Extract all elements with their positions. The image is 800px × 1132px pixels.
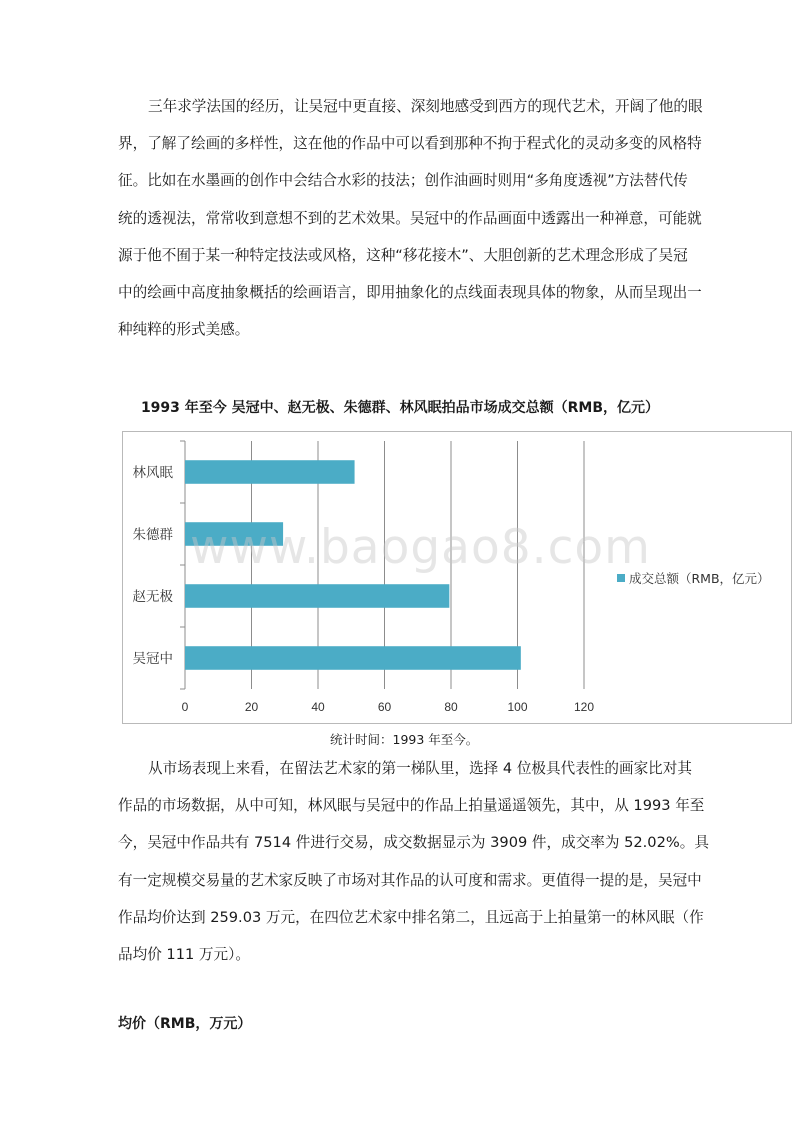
- chart-svg: [123, 432, 793, 725]
- paragraph-line: 今，吴冠中作品共有 7514 件进行交易，成交数据显示为 3909 件，成交率为 52.02%。具: [118, 834, 709, 852]
- paragraph-line: 界，了解了绘画的多样性，这在他的作品中可以看到那种不拘于程式化的灵动多变的风格特: [118, 135, 702, 153]
- legend-label: 成交总额（RMB，亿元）: [629, 571, 770, 586]
- x-tick-label: 120: [573, 700, 595, 714]
- bar: [185, 460, 355, 484]
- paragraph-line: 三年求学法国的经历，让吴冠中更直接、深刻地感受到西方的现代艺术，开阔了他的眼: [148, 98, 703, 115]
- category-label: 吴冠中: [132, 651, 173, 667]
- bar: [185, 584, 449, 608]
- paragraph-line: 有一定规模交易量的艺术家反映了市场对其作品的认可度和需求。更值得一提的是，吴冠中: [118, 871, 702, 889]
- paragraph-line: 征。比如在水墨画的创作中会结合水彩的技法；创作油画时则用“多角度透视”方法替代传: [118, 172, 688, 190]
- x-tick-label: 40: [311, 700, 325, 714]
- x-tick-label: 60: [377, 700, 392, 714]
- chart-caption: 统计时间：1993 年至今。: [330, 732, 479, 747]
- watermark: www.baogao8.com: [190, 520, 651, 575]
- category-label: 赵无极: [132, 589, 173, 605]
- paragraph-line: 作品的市场数据，从中可知，林风眠与吴冠中的作品上拍量遥遥领先，其中，从 1993 年至: [118, 797, 705, 815]
- x-tick-label: 20: [244, 700, 259, 714]
- paragraph-line: 从市场表现上来看，在留法艺术家的第一梯队里，选择 4 位极具代表性的画家比对其: [148, 760, 692, 777]
- chart-title: 1993 年至今 吴冠中、赵无极、朱德群、林风眠拍品市场成交总额（RMB，亿元）: [140, 400, 660, 416]
- category-label: 朱德群: [132, 527, 173, 543]
- paragraph-market: [118, 750, 709, 973]
- paragraph-line: 品均价 111 万元）。: [118, 946, 250, 964]
- paragraph-line: 作品均价达到 259.03 万元，在四位艺术家中排名第二，且远高于上拍量第一的林风眠（作: [118, 908, 704, 926]
- paragraph-line: 种纯粹的形式美感。: [118, 321, 250, 339]
- section-heading-average-price: 均价（RMB，万元）: [118, 1016, 252, 1032]
- category-label: 林风眠: [132, 465, 173, 481]
- x-tick-label: 80: [444, 700, 458, 714]
- paragraph-line: 源于他不囿于某一种特定技法或风格，这种“移花接木”、大胆创新的艺术理念形成了吴冠: [118, 246, 688, 264]
- paragraph-intro: [118, 88, 703, 348]
- paragraph-line: 中的绘画中高度抽象概括的绘画语言，即用抽象化的点线面表现具体的物象，从而呈现出一: [118, 284, 702, 302]
- paragraph-line: 统的透视法，常常收到意想不到的艺术效果。吴冠中的作品画面中透露出一种禅意，可能就: [118, 209, 702, 227]
- bar: [185, 522, 283, 546]
- bar-chart: [122, 431, 792, 724]
- legend-swatch: [617, 574, 625, 582]
- bar: [185, 646, 521, 670]
- x-tick-label: 0: [181, 700, 189, 714]
- x-tick-label: 100: [507, 700, 528, 714]
